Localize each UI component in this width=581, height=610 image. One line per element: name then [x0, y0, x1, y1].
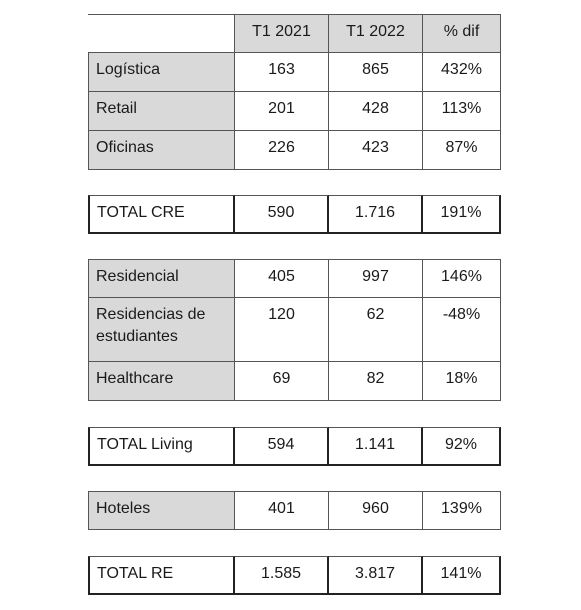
total-cre-table: [88, 195, 501, 234]
row-label: TOTAL RE: [88, 556, 235, 595]
value-pct-dif: 87%: [423, 131, 501, 170]
value-t1-2021: 405: [235, 259, 329, 298]
value-t1-2021: 201: [235, 92, 329, 131]
cre-table: [88, 14, 501, 170]
value-t1-2021: 69: [235, 362, 329, 401]
row-label: TOTAL CRE: [88, 195, 235, 234]
table-row: [88, 298, 501, 362]
value-t1-2021: 226: [235, 131, 329, 170]
table-row: [88, 92, 501, 131]
row-label: Logística: [88, 53, 235, 92]
value-pct-dif: 432%: [423, 53, 501, 92]
row-label: Oficinas: [88, 131, 235, 170]
value-t1-2021: 163: [235, 53, 329, 92]
total-row: [88, 195, 501, 234]
value-t1-2022: 1.716: [329, 195, 423, 234]
hoteles-table: [88, 491, 501, 530]
value-t1-2021: 1.585: [235, 556, 329, 595]
table-row: [88, 491, 501, 530]
value-t1-2022: 865: [329, 53, 423, 92]
value-pct-dif: 191%: [423, 195, 501, 234]
table-row: [88, 53, 501, 92]
total-row: [88, 427, 501, 466]
value-t1-2022: 62: [329, 298, 423, 362]
value-pct-dif: 18%: [423, 362, 501, 401]
total-living-table: [88, 427, 501, 466]
row-label: Healthcare: [88, 362, 235, 401]
row-label: Residencial: [88, 259, 235, 298]
table-row: [88, 131, 501, 170]
value-t1-2022: 82: [329, 362, 423, 401]
value-pct-dif: 141%: [423, 556, 501, 595]
header-t1-2021: T1 2021: [235, 14, 329, 53]
table-row: [88, 362, 501, 401]
value-t1-2022: 1.141: [329, 427, 423, 466]
total-re-table: [88, 556, 501, 595]
value-pct-dif: 113%: [423, 92, 501, 131]
header-blank-cell: [88, 14, 235, 53]
value-t1-2021: 120: [235, 298, 329, 362]
row-label: Hoteles: [88, 491, 235, 530]
value-t1-2022: 423: [329, 131, 423, 170]
row-label: TOTAL Living: [88, 427, 235, 466]
value-t1-2022: 3.817: [329, 556, 423, 595]
value-t1-2021: 401: [235, 491, 329, 530]
row-label: Retail: [88, 92, 235, 131]
row-label: Residencias de estudiantes: [88, 298, 235, 362]
value-t1-2021: 594: [235, 427, 329, 466]
value-t1-2022: 960: [329, 491, 423, 530]
living-table: [88, 259, 501, 401]
value-pct-dif: 146%: [423, 259, 501, 298]
header-t1-2022: T1 2022: [329, 14, 423, 53]
value-t1-2022: 997: [329, 259, 423, 298]
value-t1-2021: 590: [235, 195, 329, 234]
header-row: [88, 14, 501, 53]
header-pct-dif: % dif: [423, 14, 501, 53]
value-t1-2022: 428: [329, 92, 423, 131]
value-pct-dif: -48%: [423, 298, 501, 362]
table-row: [88, 259, 501, 298]
value-pct-dif: 92%: [423, 427, 501, 466]
total-row: [88, 556, 501, 595]
value-pct-dif: 139%: [423, 491, 501, 530]
